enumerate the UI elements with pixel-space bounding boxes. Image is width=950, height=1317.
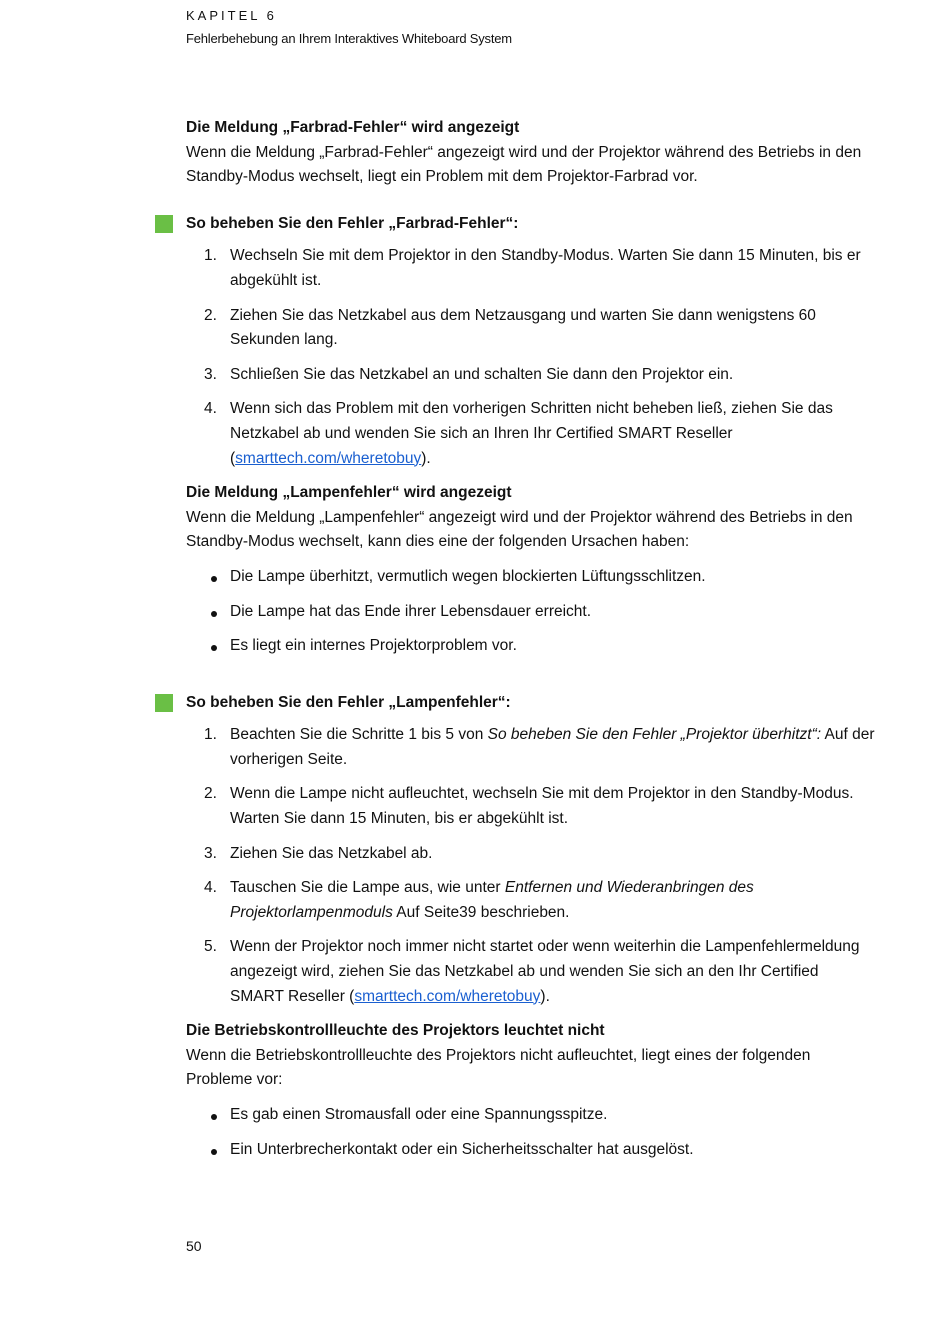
- section-heading-betriebskontrollleuchte: Die Betriebskontrollleuchte des Projektors leuchtet nicht: [186, 1022, 605, 1040]
- bullet-icon: [211, 1114, 217, 1120]
- step-text: Wenn sich das Problem mit den vorherigen Schritten nicht beheben ließ, ziehen Sie das Netzkabel ab und wenden Sie sich an Ihren Ihr Certified SMART Reseller (: [230, 400, 833, 467]
- page-number: 50: [186, 1238, 202, 1254]
- chapter-label: KAPITEL 6: [186, 8, 277, 23]
- step-number: 2.: [204, 306, 217, 324]
- step-text: Ziehen Sie das Netzkabel aus dem Netzausgang und warten Sie dann wenigstens 60 Sekunden lang.: [230, 306, 816, 349]
- procedure-title-text: So beheben Sie den Fehler „Farbrad-Fehler“:: [186, 214, 519, 232]
- bullet-text: Es gab einen Stromausfall oder eine Spannungsspitze.: [230, 1106, 608, 1123]
- step-number: 3.: [204, 844, 217, 862]
- list-item: [186, 876, 876, 925]
- cross-reference-link[interactable]: So beheben Sie den Fehler „Projektor überhitzt“:: [487, 726, 822, 744]
- bullet-icon: [211, 645, 217, 651]
- list-item: [186, 304, 876, 353]
- procedure-title-farbrad: [186, 212, 876, 237]
- bullet-text: Es liegt ein internes Projektorproblem vor.: [230, 637, 517, 655]
- list-item: [186, 723, 876, 772]
- cross-reference-link[interactable]: Entfernen und Wiederanbringen des Projektorlampenmoduls: [230, 879, 754, 921]
- bullet-icon: [211, 1149, 217, 1155]
- list-item: [186, 1138, 876, 1163]
- bullet-icon: [211, 576, 217, 582]
- page-content: [186, 116, 876, 1172]
- bullet-icon: [211, 611, 217, 617]
- bullet-text: Ein Unterbrecherkontakt oder ein Sicherheitsschalter hat ausgelöst.: [230, 1140, 694, 1158]
- step-text: Beachten Sie die Schritte 1 bis 5 von: [230, 726, 488, 744]
- steps-list-lampenfehler: [186, 723, 876, 1009]
- step-text: Wechseln Sie mit dem Projektor in den Standby-Modus. Warten Sie dann 15 Minuten, bis er abgekühlt ist.: [230, 247, 861, 289]
- step-text-end: Auf Seite39 beschrieben.: [392, 903, 570, 921]
- step-number: 1.: [204, 726, 217, 744]
- list-item: [186, 842, 876, 867]
- list-item: [186, 565, 876, 590]
- procedure-title-text: So beheben Sie den Fehler „Lampenfehler“:: [186, 693, 511, 711]
- bullet-text: Die Lampe hat das Ende ihrer Lebensdauer erreicht.: [230, 602, 592, 620]
- reseller-link[interactable]: smarttech.com/wheretobuy: [235, 449, 422, 467]
- list-item: [186, 244, 876, 293]
- step-text: Wenn die Lampe nicht aufleuchtet, wechseln Sie mit dem Projektor in den Standby-Modus. Warten Sie dann 15 Minuten, bis er abgekühlt ist.: [230, 785, 854, 828]
- step-number: 4.: [204, 879, 217, 897]
- step-number: 2.: [204, 785, 217, 803]
- section-body-betriebskontrollleuchte: Wenn die Betriebskontrollleuchte des Projektors nicht aufleuchtet, liegt eines der folgenden Probleme vor:: [186, 1046, 811, 1089]
- step-number: 3.: [204, 365, 217, 383]
- procedure-marker-icon: [155, 694, 173, 712]
- reseller-link[interactable]: smarttech.com/wheretobuy: [354, 987, 541, 1005]
- step-text: Wenn der Projektor noch immer nicht startet oder wenn weiterhin die Lampenfehlermeldung angezeigt wird, ziehen Sie das Netzkabel ab und wenden Sie sich an den Ihr Certified SMART Reseller (: [230, 938, 860, 1005]
- step-number: 4.: [204, 400, 217, 418]
- steps-list-farbrad: [186, 244, 876, 471]
- section-body-farbrad: Wenn die Meldung „Farbrad-Fehler“ angezeigt wird und der Projektor während des Betriebs in den Standby-Modus wechselt, liegt ein Problem mit dem Projektor-Farbrad vor.: [186, 143, 862, 186]
- step-text: Schließen Sie das Netzkabel an und schalten Sie dann den Projektor ein.: [230, 365, 734, 383]
- list-item: [186, 363, 876, 388]
- list-item: [186, 935, 876, 1009]
- step-number: 5.: [204, 938, 217, 956]
- causes-list-lampenfehler: [186, 565, 876, 659]
- step-number: 1.: [204, 247, 217, 265]
- procedure-marker-icon: [155, 215, 173, 233]
- procedure-title-lampenfehler: [186, 691, 876, 716]
- chapter-subtitle: Fehlerbehebung an Ihrem Interaktives Whiteboard System: [186, 31, 512, 46]
- section-heading-lampenfehler: Die Meldung „Lampenfehler“ wird angezeigt: [186, 484, 512, 502]
- list-item: [186, 397, 876, 471]
- section-heading-farbrad: Die Meldung „Farbrad-Fehler“ wird angezeigt: [186, 119, 520, 136]
- bullet-text: Die Lampe überhitzt, vermutlich wegen blockierten Lüftungsschlitzen.: [230, 567, 706, 585]
- list-item: [186, 1103, 876, 1128]
- section-body-lampenfehler: Wenn die Meldung „Lampenfehler“ angezeigt wird und der Projektor während des Betriebs in den Standby-Modus wechselt, kann dies eine der folgenden Ursachen haben:: [186, 508, 853, 551]
- list-item: [186, 634, 876, 659]
- step-text: Ziehen Sie das Netzkabel ab.: [230, 844, 433, 862]
- step-text-end: ).: [421, 449, 431, 467]
- list-item: [186, 600, 876, 625]
- causes-list-betriebskontrollleuchte: [186, 1103, 876, 1162]
- step-text: Tauschen Sie die Lampe aus, wie unter: [230, 879, 505, 897]
- step-text-end: ).: [540, 987, 550, 1005]
- step-text-end: Auf der vorherigen Seite.: [230, 726, 875, 768]
- list-item: [186, 782, 876, 831]
